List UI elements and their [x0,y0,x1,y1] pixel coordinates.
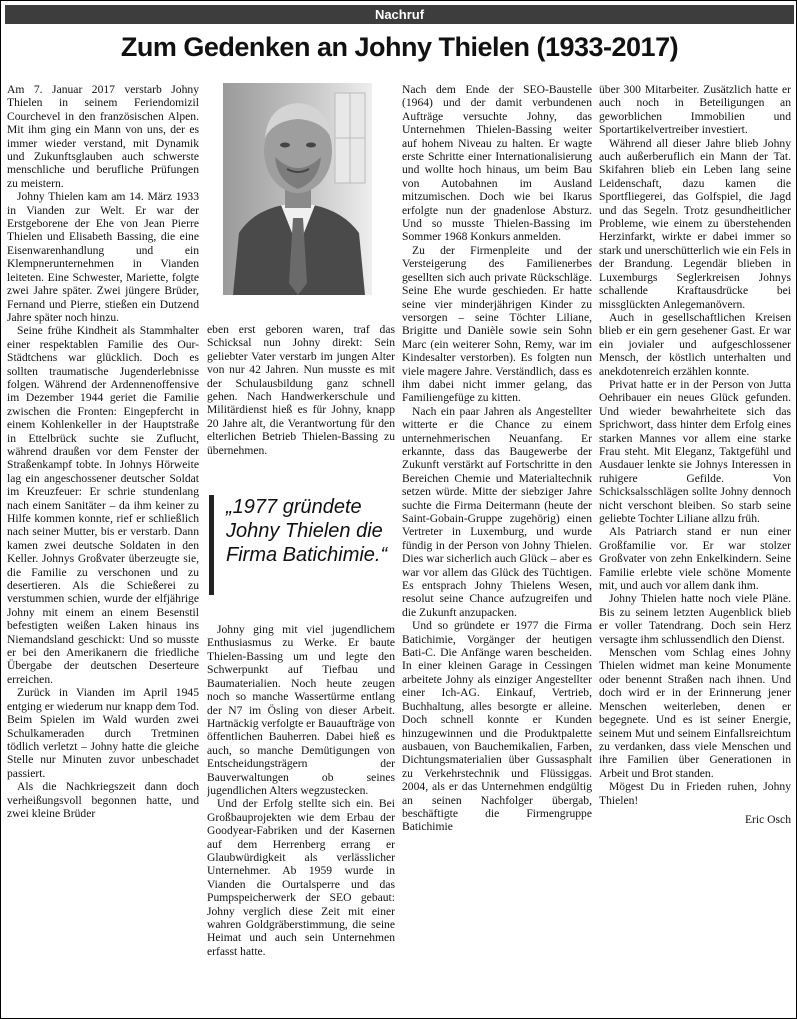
paragraph: Und so gründete er 1977 die Firma Batichimie, Vorgänger der heutigen Bati-C. Die Anfänge waren bescheiden. In einer kleinen Garage in Cessingen arbeitete Johny als einziger Angestellter einer Ich-AG. Einkauf, Vertrieb, Buchhaltung, alles besorgte er alleine. Doch schnell konnte er Kunden hinzugewinnen und die Produktpalette ausbauen, von Bauchemikalien, Farben, Dichtungsmaterialien über Gussasphalt zu Verkehrstechnik und Flüssiggas. 2004, als er das Unternehmen endgültig an seinen Nachfolger übergab, beschäftigte die Firmengruppe Batichimie [402,619,592,834]
article-headline: Zum Gedenken an Johny Thielen (1933-2017) [120,32,679,62]
column-2 [207,323,395,1008]
paragraph: Nach dem Ende der SEO-Baustelle (1964) und der damit verbundenen Aufträge versuchte Johny, das Unternehmen Thielen-Bassing weiter auf hohem Niveau zu halten. Er wagte erste Schritte einer Internationalisierung und wollte hoch hinaus, um beim Bau von Autobahnen im Ausland mitzumischen. Doch wie bei Ikarus erfolgte nun der gnadenlose Absturz. Und so musste Thielen-Bassing im Sommer 1968 Konkurs anmelden. [402,83,592,244]
paragraph: Johny Thielen kam am 14. März 1933 in Vianden zur Welt. Er war der Erstgeborene der Ehe von Jean Pierre Thielen und Elisabeth Bassing, die eine Eisenwarenhandlung und ein Klempnerunternehmen in Vianden leiteten. Eine Schwester, Mariette, folgte zwei Jahre später. Zwei jüngere Brüder, Fernand und Pierre, stießen ein Dutzend Jahre später noch hinzu. [7,190,199,324]
column-4 [599,83,791,1008]
pull-quote: „1977 gründete Johny Thielen die Firma Batichimie.“ [209,495,395,595]
portrait-illustration [223,83,372,295]
paragraph: Auch in gesellschaftlichen Kreisen blieb er ein gern gesehener Gast. Er war ein jovialer und aufgeschlossener Mensch, der köstlich unterhalten und anekdotenreich erzählen konnte. [599,310,791,378]
paragraph: Und der Erfolg stellte sich ein. Bei Großbauprojekten wie dem Erbau der Goodyear-Fabriken und der Kasernen auf dem Herrenberg errang er Glaubwürdigkeit als verlässlicher Unternehmer. Ab 1959 wurde in Vianden die Ourtalsperre und das Pumpspeicherwerk der SEO gebaut: Johny verglich diese Zeit mit einer wahren Goldgräberstimmung, die seine Heimat und auch sein Unternehmen erfasst hatte. [207,797,395,958]
paragraph: Seine frühe Kindheit als Stammhalter einer respektablen Familie des Our-Städtchens war glücklich. Doch es sollten traumatische Jugenderlebnisse folgen. Während der Ardennenoffensive im Dezember 1944 geriet die Familie zwischen die Fronten: Eingepfercht in einem Kohlenkeller in der Hauptstraße in Ettelbrück suchte sie Zuflucht, während draußen vor dem Fenster der Straßenkampf tobte. In Johnys Hörweite lag ein angeschossener deutscher Soldat im Kreuzfeuer: Er schrie stundenlang nach einem Sanitäter – da ihm keiner zu Hilfe kommen konnte, rief er schließlich nach seiner Mutter, bis er verstarb. Dann kamen zwei deutsche Soldaten in den Keller. Johnys Großvater überzeugte sie, die Familie zu verschonen und zu desertieren. Als die Schießerei zu verstummen schien, wurde der elfjährige Johny mit einem an einem Besenstil befestigten weißen Laken hinaus ins Niemandsland geschickt: Und so musste er bei den Amerikanern die friedliche Übergabe der deutschen Deserteure erreichen. [7,324,199,686]
portrait-photo [223,83,372,295]
column-1 [7,83,199,1008]
paragraph: Johny Thielen hatte noch viele Pläne. Bis zu seinem letzten Augenblick blieb er voller Tatendrang. Doch sein Herz versagte ihm schlussendlich den Dienst. [599,592,791,646]
author-byline: Eric Osch [744,812,791,826]
paragraph: Am 7. Januar 2017 verstarb Johny Thielen in seinem Feriendomizil Courchevel in den französischen Alpen. Mit ihm ging ein Mann von uns, der es immer wieder verstand, mit Dynamik und Zukunftsglauben auch schwerste menschliche und berufliche Prüfungen zu meistern. [7,83,199,190]
paragraph: Als Patriarch stand er nun einer Großfamilie vor. Er war stolzer Großvater von zehn Enkelkindern. Seine Familie erlebte viele schöne Momente mit, und auch vor allem dank ihm. [599,525,791,593]
paragraph: eben erst geboren waren, traf das Schicksal nun Johny direkt: Sein geliebter Vater verstarb im jungen Alter von nur 42 Jahren. Nun musste es mit der Schulausbildung ganz schnell gehen. Nach Handwerkerschule und Militärdienst hieß es für Johny, knapp 20 Jahre alt, die Verantwortung für den elterlichen Betrieb Thielen-Bassing zu übernehmen. [207,323,395,457]
paragraph: Mögest Du in Frieden ruhen, Johny Thielen! [599,780,791,807]
section-rubric: Nachruf [5,5,794,24]
paragraph: Zurück in Vianden im April 1945 entging er wiederum nur knapp dem Tod. Beim Spielen im Wald wurden zwei Schulkameraden durch Tretminen tödlich verletzt – Johny hatte die gleiche Stelle nur Minuten zuvor unbeschadet passiert. [7,686,199,780]
paragraph: Während all dieser Jahre blieb Johny auch außerberuflich ein Mann der Tat. Skifahren blieb ein Leben lang seine Leidenschaft, dazu kamen die Sportfliegerei, das Golfspiel, die Jagd und das Segeln. Trotz gesundheitlicher Probleme, wie einem zu überstehenden Herzinfarkt, wirkte er dabei immer so stark und unerschütterlich wie ein Fels in der Brandung. Legendär blieben in Luxemburgs Seglerkreisen Johnys schallende Kraftausdrücke bei missglückten Anlegemanövern. [599,136,791,311]
paragraph: Menschen vom Schlag eines Johny Thielen widmet man keine Monumente oder benennt Straßen nach ihnen. Und doch wird er in der Erinnerung jener Menschen weiterleben, denen er begegnete. Und es ist seiner Energie, seinem Mut und seinem Einfallsreichtum zu verdanken, dass viele Menschen und ihre Familien über Generationen in Arbeit und Brot standen. [599,646,791,780]
paragraph: Johny ging mit viel jugendlichem Enthusiasmus zu Werke. Er baute Thielen-Bassing um und legte den Schwerpunkt auf Tiefbau und Baumaterialien. Noch heute zeugen noch so manche Wassertürme entlang der N7 im Ösling von dieser Arbeit. Hartnäckig verfolgte er Bauaufträge von öffentlichen Bauherren. Dabei hieß es auch, so manche Demütigungen von Entscheidungsträgern der Bauverwaltungen ob seines jugendlichen Alters wegzustecken. [207,623,395,797]
paragraph: Nach ein paar Jahren als Angestellter witterte er die Chance zu einem unternehmerischen Neuanfang. Er erkannte, dass das Baugewerbe der Zukunft verstärkt auf Fortschritte in den Bereichen Chemie und Materialtechnik setzen würde. Mitte der siebziger Jahre suchte die Firma Deitermann (heute der Saint-Gobain-Gruppe zugehörig) einen Vertreter in Luxemburg, und wurde fündig in der Person von Johny Thielen. Dies war sicherlich auch Glück – aber es war vor allem das Glück des Tüchtigen. Es entsprach Johny Thielens Wesen, resolut seine Chance aufzugreifen und die Zukunft anzupacken. [402,404,592,619]
paragraph: Als die Nachkriegszeit dann doch verheißungsvoll begonnen hatte, und zwei kleine Brüder [7,780,199,820]
column-3 [402,83,592,1008]
paragraph: über 300 Mitarbeiter. Zusätzlich hatte er auch noch in Beteiligungen an geworblichen Immobilien und Sportartikelvertreiber investiert. [599,83,791,137]
paragraph: Zu der Firmenpleite und der Versteigerung des Familienerbes gesellten sich auch private Rückschläge. Seine Ehe wurde geschieden. Er hatte seine vier minderjährigen Kinder zu versorgen – seine Töchter Liliane, Brigitte und Danièle sowie sein Sohn Marc (ein weiterer Sohn, Remy, war im Kindesalter verstorben). Es folgten nun viele magere Jahre. Verständlich, dass es ihm dabei nicht immer gelang, das Familiengefüge zu kitten. [402,243,592,405]
paragraph: Privat hatte er in der Person von Jutta Oehribauer ein neues Glück gefunden. Und wieder bewahrheitete sich das Sprichwort, dass hinter dem Erfolg eines starken Mannes vor allem eine starke Frau steht. Mit Eleganz, Taktgefühl und Ausdauer lenkte sie Johnys Interessen in ruhigere Gefilde. Von Schicksalsschlägen sollte Johny dennoch nicht verschont bleiben. So starb seine geliebte Tochter Liliane allzu früh. [599,377,791,525]
